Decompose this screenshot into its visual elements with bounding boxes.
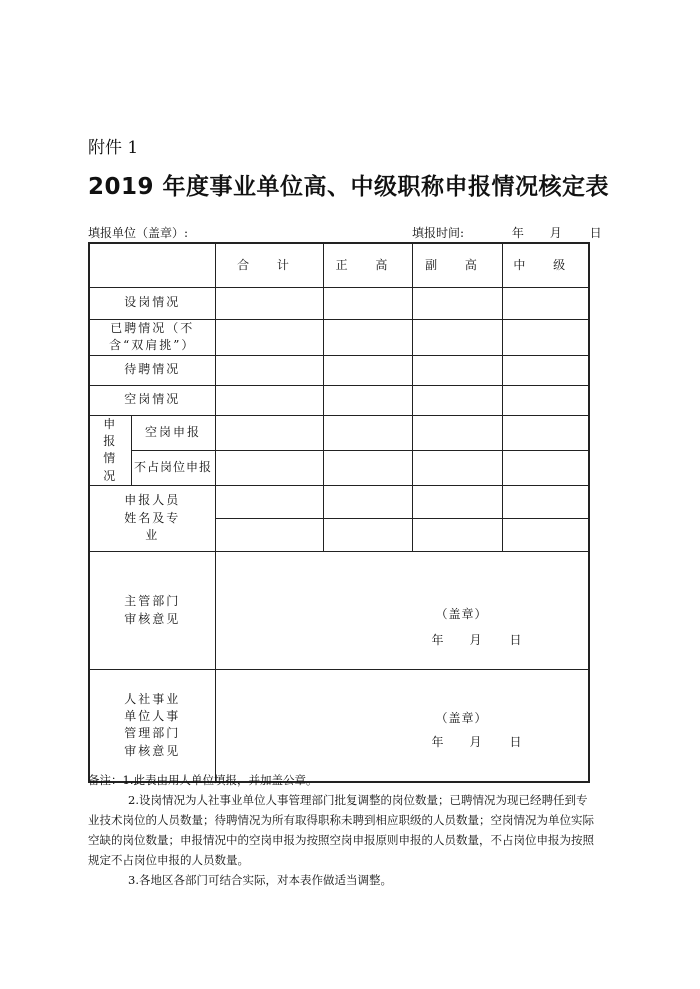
note-2: 2.设岗情况为人社事业单位人事管理部门批复调整的岗位数量；已聘情况为现已经聘任到专业技术岗位的人员数量；待聘情况为所有取得职称未聘到相应职级的人员数量；空岗情况为单位实际空缺的岗位数量；申报情况中的空岗申报为按照空岗申报原则申报的人员数量，不占岗位申报为按照规定不占岗位申报的人员数量。 [88, 793, 594, 867]
input-cell[interactable] [215, 450, 323, 485]
header-senior: 正 高 [323, 243, 412, 287]
input-cell[interactable] [502, 415, 589, 450]
row-label-applicant-info: 申报人员姓名及专业 [89, 486, 215, 552]
row-label-vacant: 空岗情况 [89, 385, 215, 415]
input-cell[interactable] [323, 450, 412, 485]
row-label-apply-nonvacant: 不占岗位申报 [131, 450, 215, 485]
input-cell[interactable] [412, 355, 502, 385]
fill-time-row [412, 224, 602, 241]
input-cell[interactable] [412, 486, 502, 519]
input-cell[interactable] [215, 486, 323, 519]
row-label-apply-group: 申报情况 [89, 415, 131, 486]
note-3: 3.各地区各部门可结合实际，对本表作做适当调整。 [128, 873, 392, 887]
input-cell[interactable] [215, 415, 323, 450]
input-cell[interactable] [502, 319, 589, 355]
row-label-hired: 已聘情况（不含“双肩挑”） [89, 319, 215, 355]
input-cell[interactable] [502, 385, 589, 415]
header-intermediate: 中 级 [502, 243, 589, 287]
dept-review-area[interactable] [215, 552, 589, 670]
dept-date-year: 年 [431, 633, 444, 648]
input-cell[interactable] [323, 519, 412, 552]
page-title: 2019 年度事业单位高、中级职称申报情况核定表 [88, 174, 610, 200]
dept-seal-label: （盖章） [435, 607, 488, 622]
input-cell[interactable] [412, 450, 502, 485]
fill-time-day: 日 [589, 226, 602, 240]
approval-form-table [88, 242, 590, 783]
fill-time-label: 填报时间: [412, 226, 465, 240]
input-cell[interactable] [323, 355, 412, 385]
row-label-waiting: 待聘情况 [89, 355, 215, 385]
input-cell[interactable] [502, 486, 589, 519]
row-label-dept-review: 主管部门审核意见 [89, 552, 215, 670]
hr-seal-label: （盖章） [435, 711, 488, 726]
input-cell[interactable] [502, 287, 589, 319]
input-cell[interactable] [215, 355, 323, 385]
fill-time-month: 月 [549, 226, 562, 240]
input-cell[interactable] [412, 319, 502, 355]
input-cell[interactable] [323, 486, 412, 519]
input-cell[interactable] [412, 519, 502, 552]
hr-date [432, 734, 522, 751]
hr-date-year: 年 [431, 735, 444, 750]
input-cell[interactable] [412, 385, 502, 415]
row-label-set-posts: 设岗情况 [89, 287, 215, 319]
note-1: 备注：1.此表由用人单位填报，并加盖公章。 [88, 773, 318, 787]
notes-section [88, 770, 598, 890]
input-cell[interactable] [412, 287, 502, 319]
input-cell[interactable] [323, 415, 412, 450]
input-cell[interactable] [215, 319, 323, 355]
fill-unit-label: 填报单位（盖章）: [88, 226, 189, 240]
input-cell[interactable] [323, 319, 412, 355]
dept-date-month: 月 [469, 633, 482, 648]
hr-review-area[interactable] [215, 670, 589, 782]
dept-date-day: 日 [509, 633, 522, 648]
header-total: 合 计 [215, 243, 323, 287]
input-cell[interactable] [215, 519, 323, 552]
input-cell[interactable] [215, 287, 323, 319]
corner-cell [89, 243, 215, 287]
header-deputy-senior: 副 高 [412, 243, 502, 287]
hr-date-day: 日 [509, 735, 522, 750]
row-label-hr-review: 人社事业单位人事管理部门审核意见 [89, 670, 215, 782]
attachment-label: 附件 1 [88, 138, 139, 158]
input-cell[interactable] [502, 519, 589, 552]
dept-date [432, 632, 522, 649]
row-label-apply-vacant: 空岗申报 [131, 415, 215, 450]
fill-time-year: 年 [511, 226, 524, 240]
input-cell[interactable] [215, 385, 323, 415]
input-cell[interactable] [323, 287, 412, 319]
input-cell[interactable] [502, 355, 589, 385]
input-cell[interactable] [412, 415, 502, 450]
hr-date-month: 月 [469, 735, 482, 750]
input-cell[interactable] [323, 385, 412, 415]
input-cell[interactable] [502, 450, 589, 485]
